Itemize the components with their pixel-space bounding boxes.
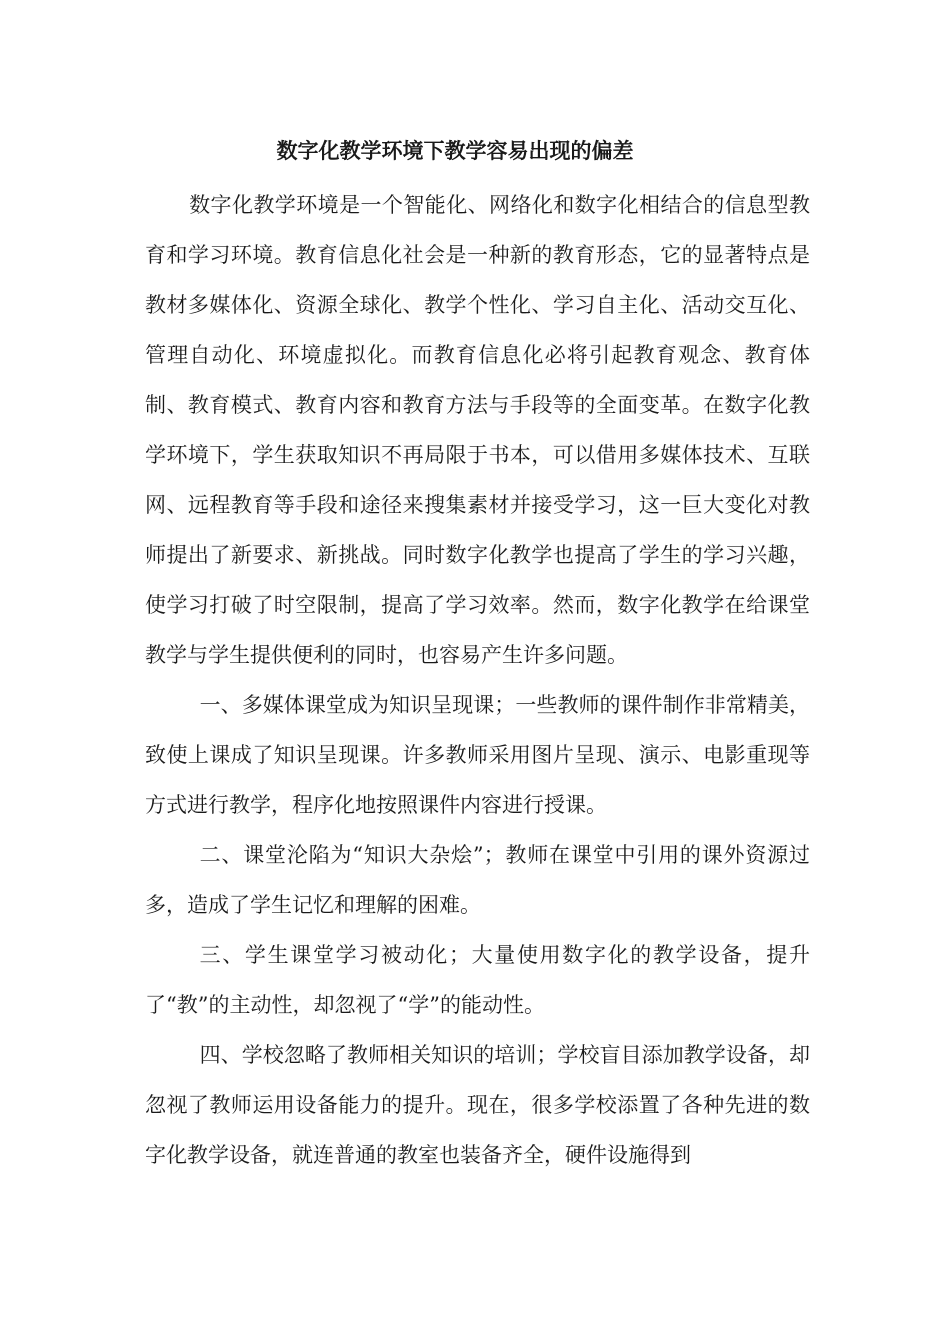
document-title: 数字化教学环境下教学容易出现的偏差 [276, 138, 634, 163]
paragraph-point-2: 二、课堂沦陷为“知识大杂烩”；教师在课堂中引用的课外资源过多，造成了学生记忆和理解的困难。 [145, 843, 810, 917]
paragraph-point-3: 三、学生课堂学习被动化；大量使用数字化的教学设备，提升了“教”的主动性，却忽视了“学”的能动性。 [145, 943, 810, 1017]
document-body [145, 180, 810, 1180]
paragraph-point-1: 一、多媒体课堂成为知识呈现课；一些教师的课件制作非常精美，致使上课成了知识呈现课。许多教师采用图片呈现、演示、电影重现等方式进行教学，程序化地按照课件内容进行授课。 [145, 693, 810, 817]
paragraph-intro: 数字化教学环境是一个智能化、网络化和数字化相结合的信息型教育和学习环境。教育信息化社会是一种新的教育形态，它的显著特点是教材多媒体化、资源全球化、教学个性化、学习自主化、活动交互化、管理自动化、环境虚拟化。而教育信息化必将引起教育观念、教育体制、教育模式、教育内容和教育方法与手段等的全面变革。在数字化教学环境下，学生获取知识不再局限于书本，可以借用多媒体技术、互联网、远程教育等手段和途径来搜集素材并接受学习，这一巨大变化对教师提出了新要求、新挑战。同时数字化教学也提高了学生的学习兴趣，使学习打破了时空限制，提高了学习效率。然而，数字化教学在给课堂教学与学生提供便利的同时，也容易产生许多问题。 [145, 193, 810, 667]
paragraph-point-4: 四、学校忽略了教师相关知识的培训；学校盲目添加教学设备，却忽视了教师运用设备能力的提升。现在，很多学校添置了各种先进的数字化教学设备，就连普通的教室也装备齐全，硬件设施得到 [145, 1043, 810, 1167]
